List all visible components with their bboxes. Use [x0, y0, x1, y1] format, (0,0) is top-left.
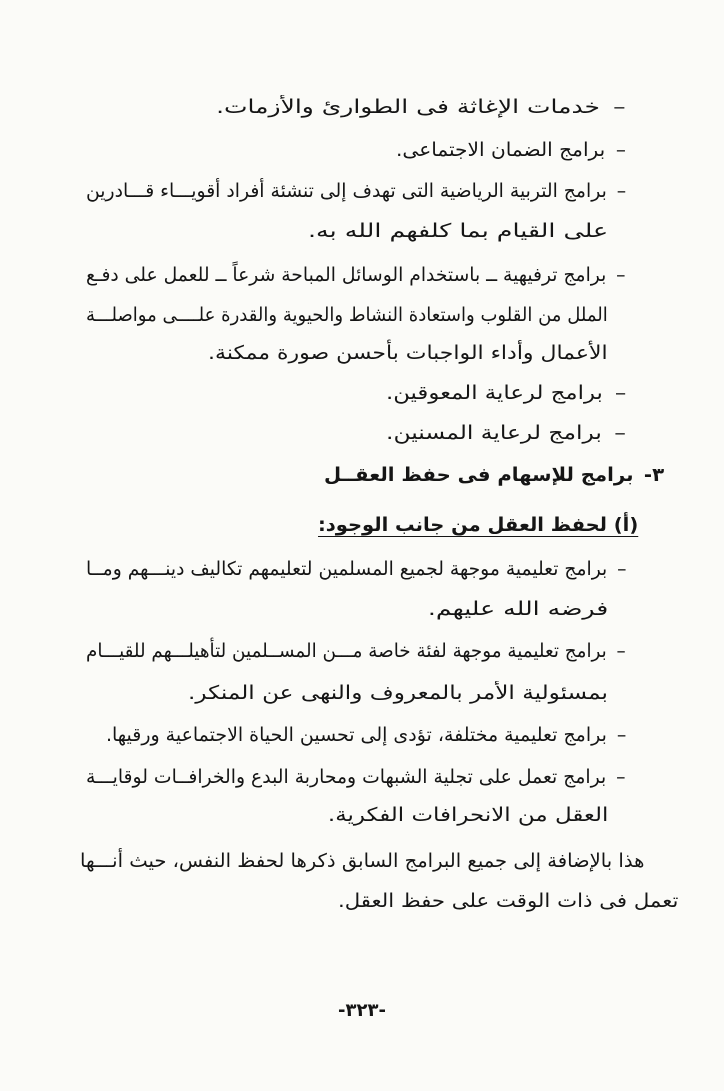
continuation-line: [308, 218, 608, 244]
bullet-dash: –: [616, 724, 626, 746]
subsection-heading: [318, 512, 638, 538]
line-text: هذا بالإضافة إلى جميع البرامج السابق ذكرها لحفظ النفس، حيث أنـــها: [79, 850, 644, 872]
bullet-dash: –: [616, 766, 626, 788]
bullet-line: [216, 94, 626, 120]
bullet-dash: –: [616, 180, 626, 202]
line-text: خدمات الإغاثة فى الطوارئ والأزمات.: [216, 96, 601, 118]
continuation-line: [86, 302, 608, 328]
bullet-line: [386, 380, 626, 406]
line-text: برامج الضمان الاجتماعى.: [396, 139, 606, 161]
bullet-dash: –: [614, 422, 626, 444]
subsection-heading-text: (أ) لحفظ العقل من جانب الوجود:: [317, 514, 638, 536]
bullet-dash: –: [616, 264, 626, 286]
line-text: الأعمال وأداء الواجبات بأحسن صورة ممكنة.: [208, 342, 608, 364]
paragraph-line: [338, 888, 678, 914]
section-heading: [324, 462, 664, 488]
bullet-line: [86, 638, 626, 664]
continuation-line: [328, 802, 608, 828]
bullet-dash: –: [616, 558, 626, 580]
line-text: برامج التربية الرياضية التى تهدف إلى تنشئة أفراد أقويـــاء قـــادرين: [85, 180, 607, 202]
line-text: برامج ترفيهية ــ باستخدام الوسائل المباحة شرعاً ــ للعمل على دفـع: [86, 264, 607, 286]
page-number: -٣٢٣-: [338, 1000, 386, 1021]
bullet-dash: –: [616, 640, 626, 662]
section-number: ٣-: [643, 464, 664, 486]
line-text: تعمل فى ذات الوقت على حفظ العقل.: [337, 890, 678, 912]
bullet-line: [86, 764, 626, 790]
bullet-line: [396, 137, 626, 163]
bullet-dash: –: [613, 96, 626, 118]
continuation-line: [208, 340, 608, 366]
continuation-line: [188, 680, 608, 706]
line-text: برامج تعمل على تجلية الشبهات ومحاربة البدع والخرافــات لوقايـــة: [86, 766, 607, 788]
line-text: على القيام بما كلفهم الله به.: [307, 220, 608, 242]
line-text: برامج لرعاية المعوقين.: [385, 382, 603, 404]
line-text: برامج تعليمية مختلفة، تؤدى إلى تحسين الحياة الاجتماعية ورقيها.: [105, 724, 607, 746]
paragraph-line: [80, 848, 644, 874]
line-text: العقل من الانحرافات الفكرية.: [327, 804, 608, 826]
bullet-line: [86, 262, 626, 288]
section-heading-text: برامج للإسهام فى حفظ العقــل: [323, 464, 634, 486]
line-text: برامج لرعاية المسنين.: [386, 422, 602, 444]
line-text: فرضه الله عليهم.: [427, 598, 608, 620]
line-text: بمسئولية الأمر بالمعروف والنهى عن المنكر.: [188, 682, 608, 704]
bullet-line: [86, 556, 626, 582]
bullet-line: [386, 420, 626, 446]
line-text: الملل من القلوب واستعادة النشاط والحيوية والقدرة علــــى مواصلـــة: [86, 304, 608, 326]
line-text: برامج تعليمية موجهة لجميع المسلمين لتعليمهم تكاليف دينـــهم ومــا: [85, 558, 607, 580]
line-text: برامج تعليمية موجهة لفئة خاصة مـــن المســلمين لتأهيلـــهم للقيـــام: [86, 640, 608, 662]
continuation-line: [428, 596, 608, 622]
bullet-line: [106, 722, 626, 748]
bullet-dash: –: [615, 139, 626, 161]
bullet-line: [86, 178, 626, 204]
bullet-dash: –: [614, 382, 626, 404]
